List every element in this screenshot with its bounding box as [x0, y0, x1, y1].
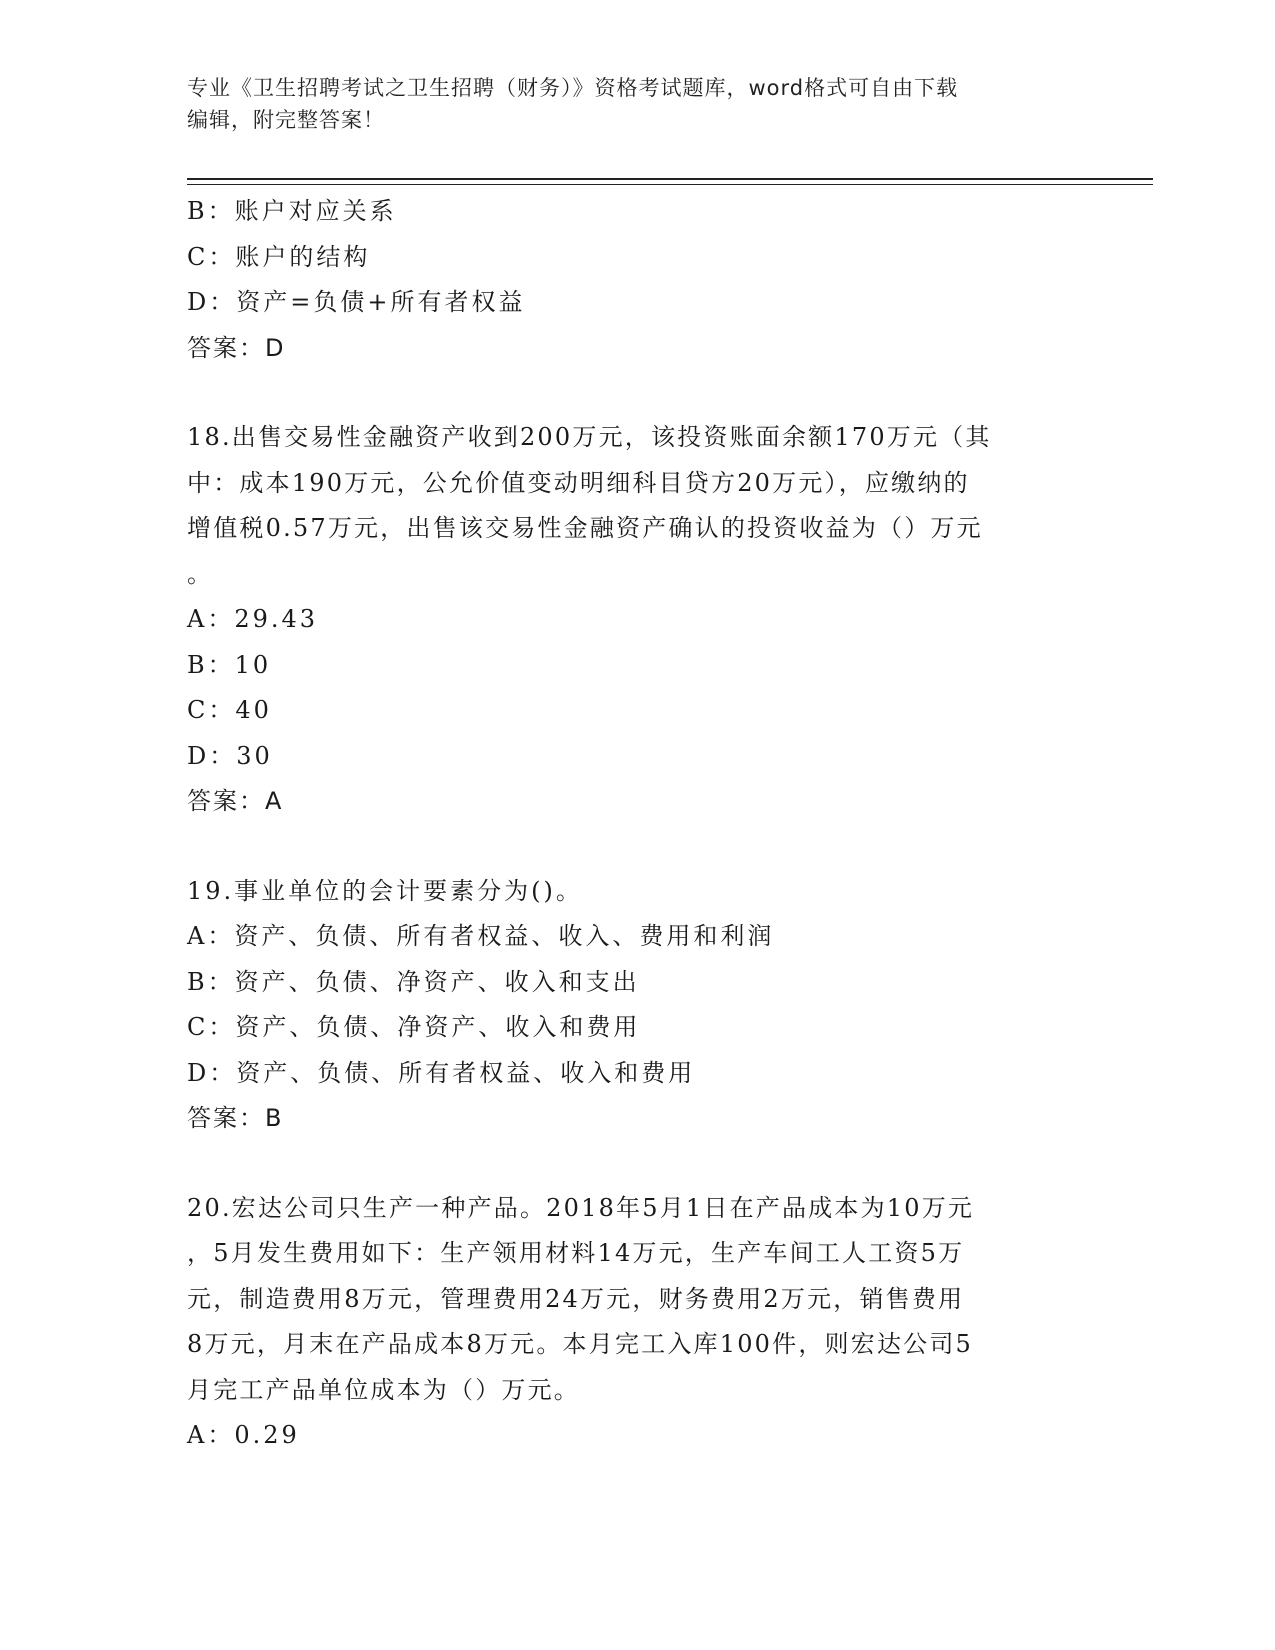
q20-text-line: ，5月发生费用如下：生产领用材料14万元，生产车间工人工资5万	[187, 1239, 965, 1267]
q17-option-d: D：资产=负债+所有者权益	[187, 288, 526, 316]
spacer	[187, 1142, 1087, 1186]
q20-text-line: 8万元，月末在产品成本8万元。本月完工入库100件，则宏达公司5	[187, 1330, 974, 1358]
question-19	[187, 869, 1087, 1142]
question-20	[187, 1186, 1087, 1459]
q18-text-line: 18.出售交易性金融资产收到200万元，该投资账面余额170万元（其	[187, 423, 992, 451]
document-header	[187, 72, 1067, 136]
header-line-2: 编辑，附完整答案！	[187, 108, 385, 132]
q19-option-d: D：资产、负债、所有者权益、收入和费用	[187, 1058, 696, 1087]
header-divider-thin	[187, 184, 1153, 185]
q17-option-c: C：账户的结构	[187, 242, 371, 271]
q18-answer: 答案：A	[187, 787, 284, 815]
question-17	[187, 189, 1087, 371]
q20-text	[187, 1186, 1087, 1414]
q19-option-b: B：资产、负债、净资产、收入和支出	[187, 967, 640, 996]
header-divider-thick	[187, 178, 1153, 180]
q20-option-a: A：0.29	[187, 1421, 300, 1449]
q18-option-c: C：40	[187, 696, 272, 724]
q17-answer: 答案：D	[187, 333, 286, 362]
q20-text-line: 20.宏达公司只生产一种产品。2018年5月1日在产品成本为10万元	[187, 1193, 975, 1222]
q19-answer: 答案：B	[187, 1104, 284, 1132]
q18-option-a: A：29.43	[187, 605, 319, 633]
question-content	[187, 189, 1087, 1459]
q18-option-d: D：30	[187, 741, 273, 770]
question-18	[187, 415, 1087, 825]
q18-text-line: 增值税0.57万元，出售该交易性金融资产确认的投资收益为（）万元	[187, 514, 983, 542]
header-line-1: 专业《卫生招聘考试之卫生招聘（财务）》资格考试题库，word格式可自由下载	[187, 76, 959, 100]
q18-text-line: 。	[187, 559, 214, 588]
q19-option-c: C：资产、负债、净资产、收入和费用	[187, 1013, 641, 1041]
spacer	[187, 825, 1087, 869]
q20-text-line: 月完工产品单位成本为（）万元。	[187, 1375, 580, 1404]
spacer	[187, 371, 1087, 415]
q18-option-b: B：10	[187, 650, 272, 679]
q19-text: 19.事业单位的会计要素分为()。	[187, 876, 583, 905]
q20-text-line: 元，制造费用8万元，管理费用24万元，财务费用2万元，销售费用	[187, 1284, 965, 1313]
q19-option-a: A：资产、负债、所有者权益、收入、费用和利润	[187, 922, 775, 950]
q18-text-line: 中：成本190万元，公允价值变动明细科目贷方20万元），应缴纳的	[187, 468, 970, 497]
q18-text	[187, 415, 1087, 597]
q17-option-b: B：账户对应关系	[187, 197, 397, 225]
